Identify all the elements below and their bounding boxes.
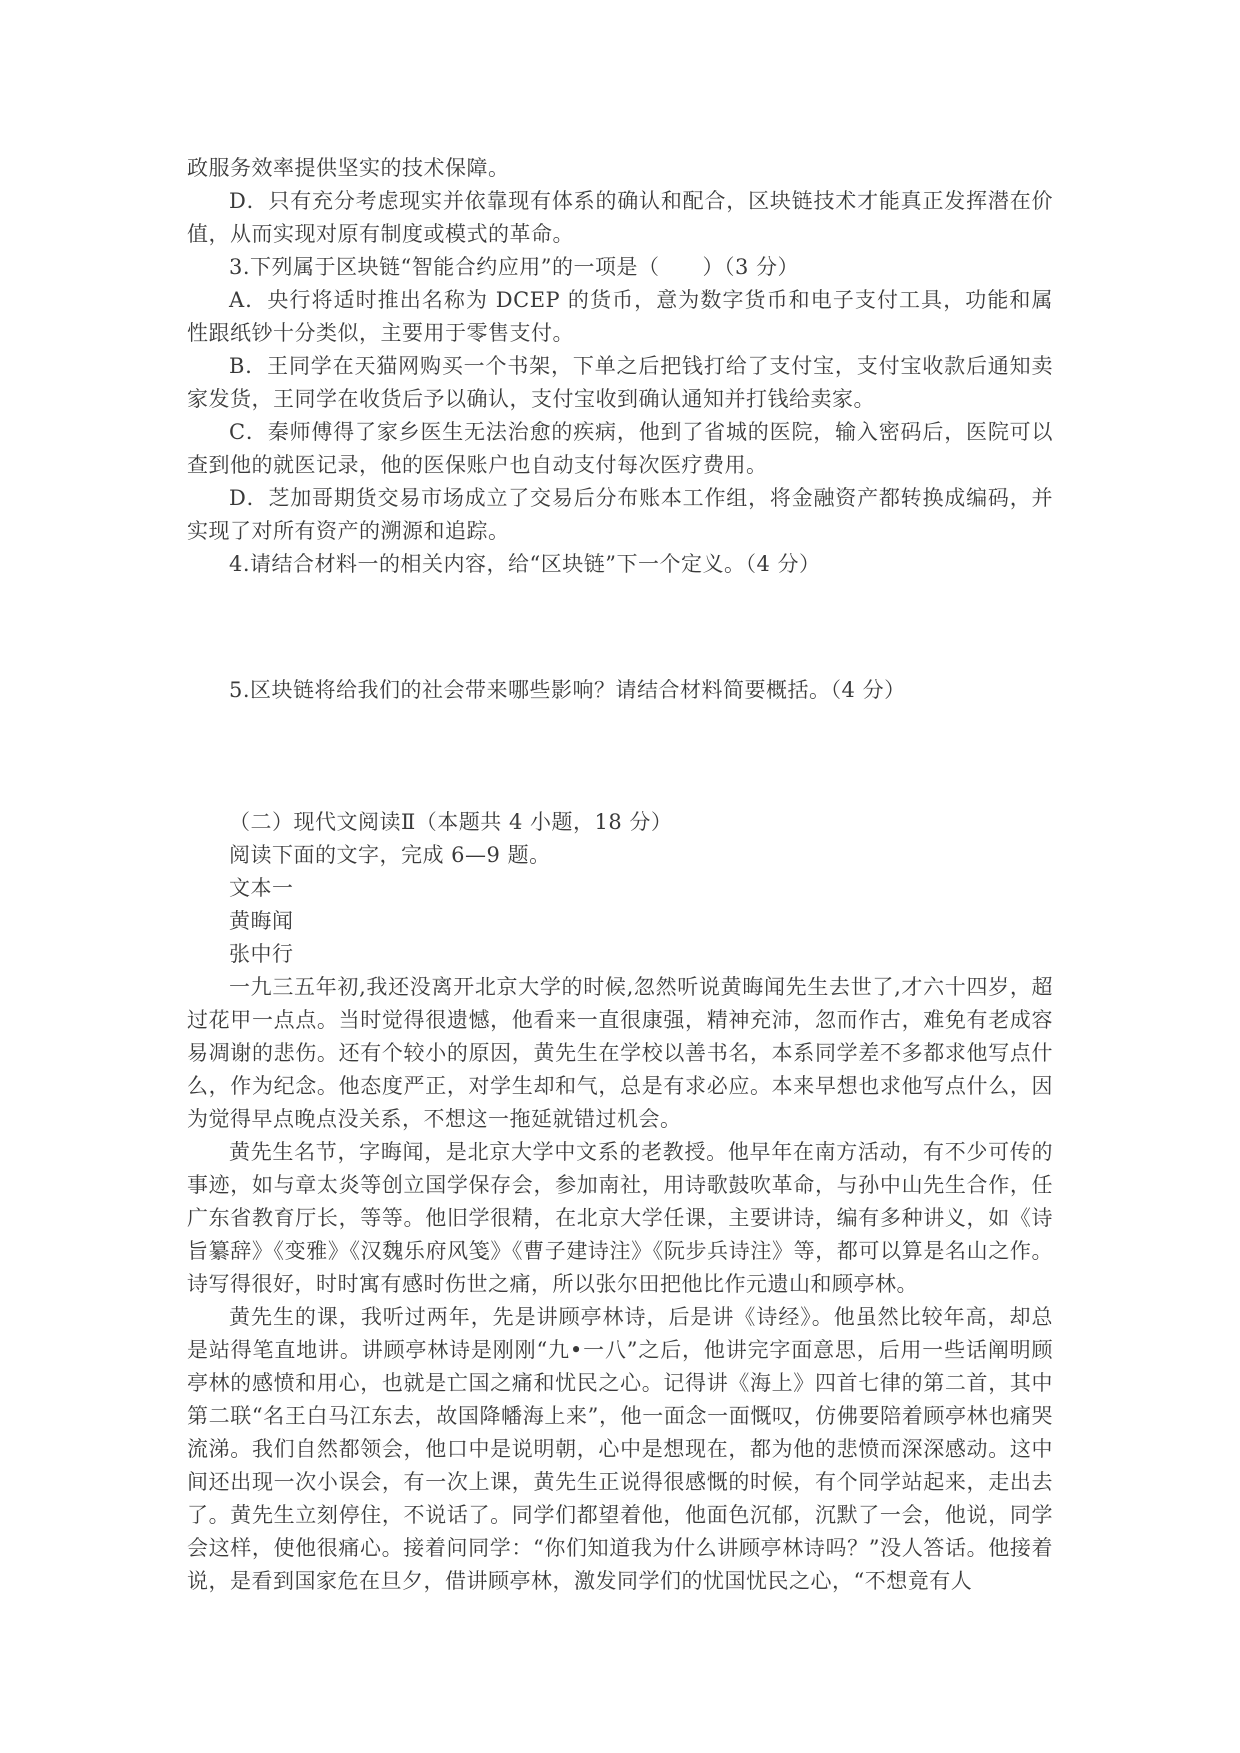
question3-option-a: A．央行将适时推出名称为 DCEP 的货币，意为数字货币和电子支付工具，功能和属性跟纸钞十分类似，主要用于零售支付。 — [187, 288, 1053, 345]
text1-paragraph-3: 黄先生的课，我听过两年，先是讲顾亭林诗，后是讲《诗经》。他虽然比较年高，却总是站得笔直地讲。讲顾亭林诗是刚刚“九•一八”之后，他讲完字面意思，后用一些话阐明顾亭林的感愤和用心，也就是亡国之痛和忧民之心。记得讲《海上》四首七律的第二首，其中第二联“名王白马江东去，故国降幡海上来”，他一面念一面慨叹，仿佛要陪着顾亭林也痛哭流涕。我们自然都领会，他口中是说明朝，心中是想现在，都为他的悲愤而深深感动。这中间还出现一次小误会，有一次上课，黄先生正说得很感慨的时候，有个同学站起来，走出去了。黄先生立刻停住，不说话了。同学们都望着他，他面色沉郁，沉默了一会，他说，同学会这样，使他很痛心。接着问同学：“你们知道我为什么讲顾亭林诗吗？”没人答话。他接着说，是看到国家危在旦夕，借讲顾亭林，激发同学们的忧国忧民之心，“不想竟有人 — [187, 1305, 1053, 1593]
section2-instruction: 阅读下面的文字，完成 6—9 题。 — [229, 843, 551, 867]
question2-option-d: D．只有充分考虑现实并依靠现有体系的确认和配合，区块链技术才能真正发挥潜在价值，从而实现对原有制度或模式的革命。 — [187, 189, 1053, 246]
question3-option-c: C．秦师傅得了家乡医生无法治愈的疾病，他到了省城的医院，输入密码后，医院可以查到他的就医记录，他的医保账户也自动支付每次医疗费用。 — [187, 420, 1053, 477]
text1-paragraph-2: 黄先生名节，字晦闻，是北京大学中文系的老教授。他早年在南方活动，有不少可传的事迹，如与章太炎等创立国学保存会，参加南社，用诗歌鼓吹革命，与孙中山先生合作，任广东省教育厅长，等等。他旧学很精，在北京大学任课，主要讲诗，编有多种讲义，如《诗旨纂辞》《变雅》《汉魏乐府风笺》《曹子建诗注》《阮步兵诗注》等，都可以算是名山之作。诗写得很好，时时寓有感时伤世之痛，所以张尔田把他比作元遗山和顾亭林。 — [187, 1140, 1053, 1296]
exam-text-block — [187, 152, 1053, 1598]
materials-continuation-line: 政服务效率提供坚实的技术保障。 — [187, 156, 510, 180]
text1-author: 张中行 — [229, 942, 294, 966]
question4-stem: 4.请结合材料一的相关内容，给“区块链”下一个定义。（4 分） — [229, 552, 821, 576]
text1-title: 黄晦闻 — [229, 909, 294, 933]
text1-paragraph-1: 一九三五年初,我还没离开北京大学的时候,忽然听说黄晦闻先生去世了,才六十四岁，超过花甲一点点。当时觉得很遗憾，他看来一直很康强，精神充沛，忽而作古，难免有老成容易凋谢的悲伤。还有个较小的原因，黄先生在学校以善书名，本系同学差不多都求他写点什么，作为纪念。他态度严正，对学生却和气，总是有求必应。本来早想也求他写点什么，因为觉得早点晚点没关系，不想这一拖延就错过机会。 — [187, 975, 1053, 1131]
text1-label: 文本一 — [229, 876, 294, 900]
question3-option-b: B．王同学在天猫网购买一个书架，下单之后把钱打给了支付宝，支付宝收款后通知卖家发货，王同学在收货后予以确认，支付宝收到确认通知并打钱给卖家。 — [187, 354, 1053, 411]
question3-stem: 3.下列属于区块链“智能合约应用”的一项是（ ）（3 分） — [229, 255, 800, 279]
section2-heading: （二）现代文阅读Ⅱ（本题共 4 小题，18 分） — [229, 810, 673, 834]
question5-stem: 5.区块链将给我们的社会带来哪些影响？请结合材料简要概括。（4 分） — [229, 678, 906, 702]
question3-option-d: D．芝加哥期货交易市场成立了交易后分布账本工作组，将金融资产都转换成编码，并实现了对所有资产的溯源和追踪。 — [187, 486, 1053, 543]
